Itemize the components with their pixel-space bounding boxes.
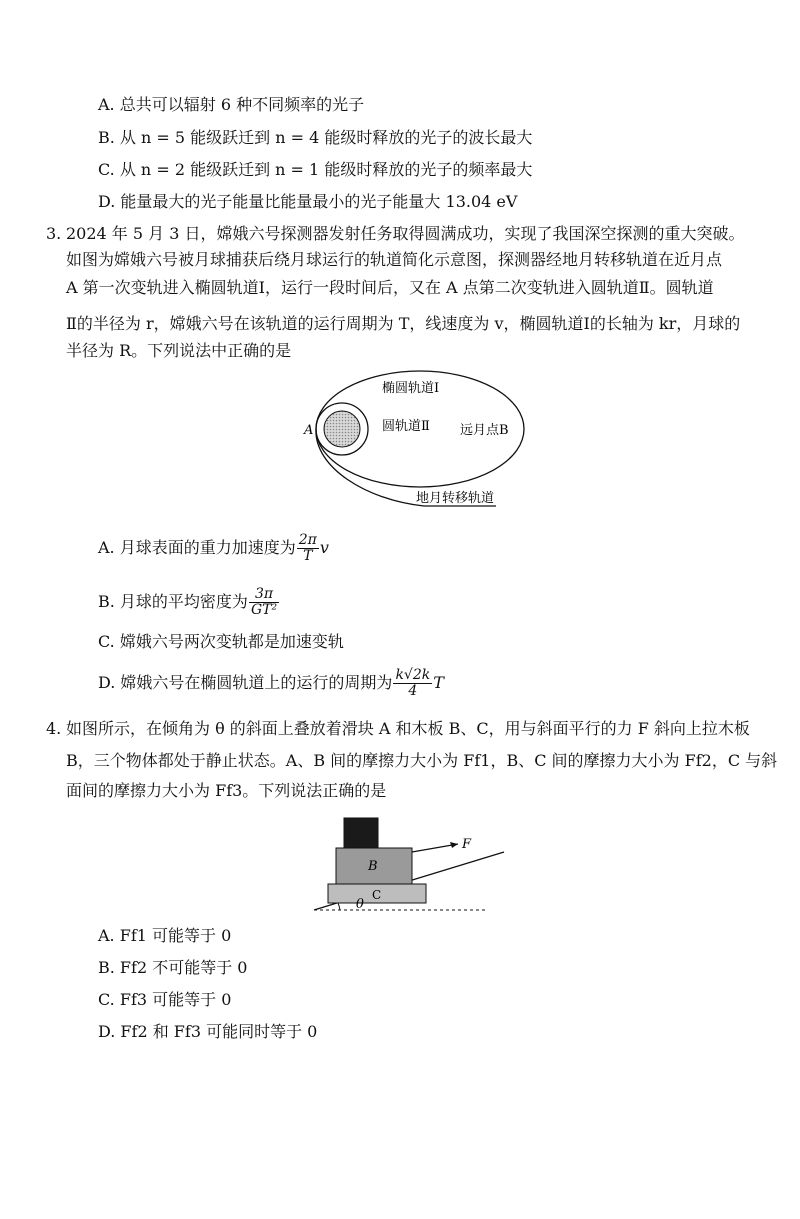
q3-option-d-suffix: T	[433, 673, 444, 692]
q4-option-d: D. Ff2 和 Ff3 可能同时等于 0	[98, 1022, 318, 1041]
fraction-denominator: GT²	[250, 602, 278, 618]
apolune-label: 远月点B	[460, 423, 509, 438]
q3-stem-line: Ⅱ的半径为 r，嫦娥六号在该轨道的运行周期为 T，线速度为 v，椭圆轨道Ⅰ的长轴为 kr，月球的	[66, 314, 741, 333]
q3-stem-line: 2024 年 5 月 3 日，嫦娥六号探测器发射任务取得圆满成功，实现了我国深空探测的重大突破。	[66, 224, 745, 243]
incline-diagram	[312, 808, 508, 914]
q3-option-d	[98, 668, 444, 699]
q3-option-b-fraction	[249, 587, 279, 618]
board-c-label: C	[372, 888, 382, 902]
q2-option-c: C. 从 n = 2 能级跃迁到 n = 1 能级时释放的光子的频率最大	[98, 160, 533, 179]
q3-number: 3.	[46, 224, 62, 243]
fraction-numerator: 2π	[298, 532, 317, 548]
q4-stem-line: B，三个物体都处于静止状态。A、B 间的摩擦力大小为 Ff1，B、C 间的摩擦力大小为 Ff2，C 与斜	[66, 751, 778, 770]
block-a	[344, 818, 378, 848]
q3-option-a-prefix: A. 月球表面的重力加速度为	[98, 538, 296, 557]
q3-stem-line: 半径为 R。下列说法中正确的是	[66, 341, 292, 360]
q4-number: 4.	[46, 719, 62, 738]
q3-option-a-suffix: v	[319, 538, 329, 557]
q3-option-b-prefix: B. 月球的平均密度为	[98, 592, 248, 611]
q4-option-b: B. Ff2 不可能等于 0	[98, 958, 248, 977]
q3-option-d-prefix: D. 嫦娥六号在椭圆轨道上的运行的周期为	[98, 673, 393, 692]
angle-arc	[338, 903, 340, 910]
q3-option-c: C. 嫦娥六号两次变轨都是加速变轨	[98, 632, 344, 651]
board-b-label: B	[368, 859, 378, 874]
q3-option-a-fraction	[297, 533, 319, 564]
q3-option-a	[98, 533, 329, 564]
q4-stem-line: 面间的摩擦力大小为 Ff3。下列说法正确的是	[66, 781, 387, 800]
transfer-label: 地月转移轨道	[416, 491, 495, 506]
q2-option-a: A. 总共可以辐射 6 种不同频率的光子	[98, 95, 365, 114]
circle-label: 圆轨道Ⅱ	[382, 419, 430, 434]
angle-label: θ	[356, 897, 364, 912]
force-arrowhead	[450, 842, 458, 848]
orbit-diagram	[296, 362, 536, 518]
fraction-denominator: 4	[408, 683, 418, 699]
ellipse-label: 椭圆轨道Ⅰ	[382, 381, 440, 396]
q3-option-d-fraction	[393, 668, 432, 699]
q2-option-d: D. 能量最大的光子能量比能量最小的光子能量大 13.04 eV	[98, 192, 518, 211]
q3-stem-line: 如图为嫦娥六号被月球捕获后绕月球运行的轨道简化示意图，探测器经地月转移轨道在近月点	[66, 250, 723, 269]
q2-option-b: B. 从 n = 5 能级跃迁到 n = 4 能级时释放的光子的波长最大	[98, 128, 533, 147]
q4-option-c: C. Ff3 可能等于 0	[98, 990, 232, 1009]
force-label: F	[462, 837, 472, 852]
fraction-denominator: T	[303, 548, 313, 564]
q4-stem-line: 如图所示，在倾角为 θ 的斜面上叠放着滑块 A 和木板 B、C，用与斜面平行的力 F 斜向上拉木板	[66, 719, 750, 738]
fraction-numerator: 3π	[249, 587, 279, 603]
q3-stem-line: A 第一次变轨进入椭圆轨道Ⅰ，运行一段时间后，又在 A 点第二次变轨进入圆轨道Ⅱ。圆轨道	[66, 278, 714, 297]
fraction-numerator: k√2k	[395, 667, 431, 683]
moon	[324, 411, 360, 447]
q3-option-b	[98, 587, 280, 618]
point-a-label: A	[304, 423, 314, 438]
q4-option-a: A. Ff1 可能等于 0	[98, 926, 232, 945]
